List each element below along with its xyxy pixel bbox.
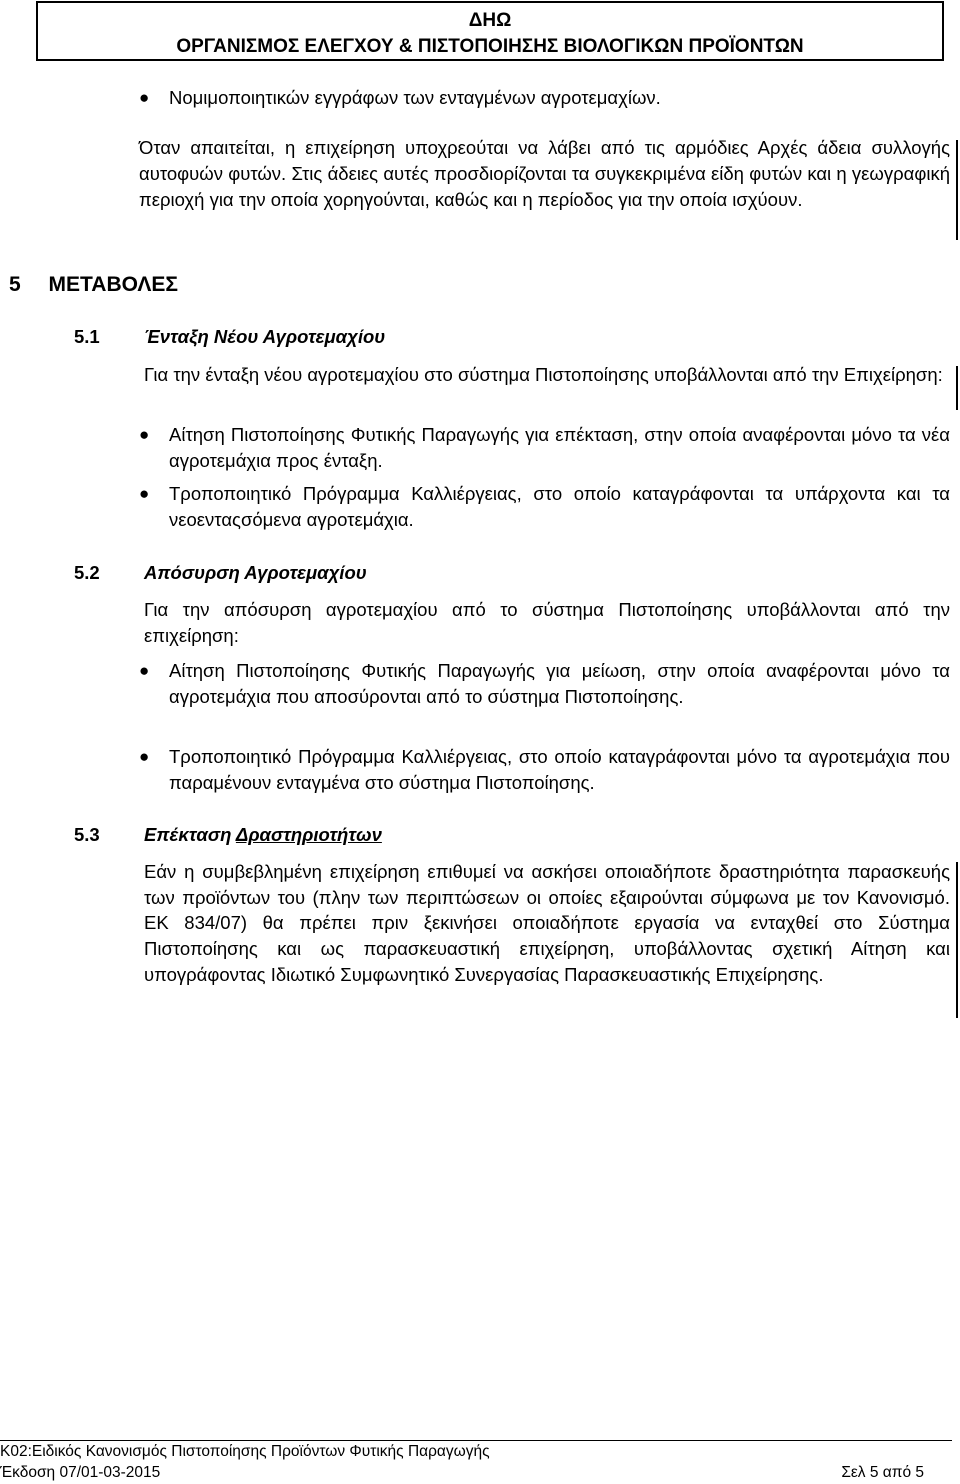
bullet-icon: ● (139, 484, 150, 503)
subsection-heading (74, 560, 100, 586)
subsection-title: Ένταξη Νέου Αγροτεμαχίου (144, 326, 386, 347)
footer-doc-title: Κ02:Ειδικός Κανονισμός Πιστοποίησης Προϊόντων Φυτικής Παραγωγής (0, 1443, 490, 1460)
footer-divider (0, 1440, 952, 1441)
subsection-number: 5.3 (74, 824, 100, 845)
subsection-heading (74, 822, 100, 848)
section-number: 5 (9, 273, 21, 296)
subsection-number: 5.1 (74, 326, 100, 347)
subsection-paragraph: Εάν η συμβεβλημένη επιχείρηση επιθυμεί να ασκήσει οποιαδήποτε δραστηριότητα παρασκευής των προϊόντων του (πλην των περιπτώσεων οι οποίες εξαιρούνται σύμφωνα με τον Κανονισμό. ΕΚ 834/07) θα πρέπει πριν ξεκινήσει οποιαδήποτε εργασία να ενταχθεί στο Σύστημα Πιστοποίησης και ως παρασκευαστική επιχείρηση, υποβάλλοντας σχετική Αίτηση και υπογράφοντας Ιδιωτικό Συμφωνητικό Συνεργασίας Παρασκευαστικής Επιχείρησης. (144, 861, 950, 985)
list-item-text: Τροποποιητικό Πρόγραμμα Καλλιέργειας, στο οποίο καταγράφονται τα υπάρχοντα και τα νεοενταςσόμενα αγροτεμάχια. (169, 483, 950, 530)
subsection-heading (74, 324, 100, 350)
intro-paragraph: Όταν απαιτείται, η επιχείρηση υποχρεούται να λάβει από τις αρμόδιες Αρχές άδεια συλλογής αυτοφυών φυτών. Στις άδειες αυτές προσδιορίζονται τα συγκεκριμένα είδη φυτών και η γεωγραφική περιοχή για την οποία χορηγούνται, καθώς και η περίοδος για την οποία ισχύουν. (139, 137, 950, 210)
header-organization: ΟΡΓΑΝΙΣΜΟΣ ΕΛΕΓΧΟΥ & ΠΙΣΤΟΠΟΙΗΣΗΣ ΒΙΟΛΟΓΙΚΩΝ ΠΡΟΪΟΝΤΩΝ (176, 36, 804, 57)
subsection-title (144, 822, 382, 848)
subsection-intro: Για την απόσυρση αγροτεμαχίου από το σύστημα Πιστοποίησης υποβάλλονται από την επιχείρηση: (144, 599, 950, 646)
section-title: ΜΕΤΑΒΟΛΕΣ (48, 273, 179, 296)
list-item-text: Νομιμοποιητικών εγγράφων των ενταγμένων αγροτεμαχίων. (169, 87, 661, 108)
footer-edition: Έκδοση 07/01-03-2015 (0, 1464, 161, 1481)
subsection-title: Απόσυρση Αγροτεμαχίου (144, 562, 367, 583)
bullet-icon: ● (139, 425, 150, 444)
revision-bar (956, 862, 958, 1018)
bullet-icon: ● (139, 88, 150, 107)
subsection-number: 5.2 (74, 562, 100, 583)
subsection-title-part: Δραστηριοτήτων (235, 824, 382, 845)
list-item-text: Αίτηση Πιστοποίησης Φυτικής Παραγωγής για μείωση, στην οποία αναφέρονται μόνο τα αγροτεμάχια που αποσύρονται από το σύστημα Πιστοποίησης. (169, 660, 950, 707)
subsection-title-part: Επέκταση (144, 824, 236, 845)
bullet-icon: ● (139, 747, 150, 766)
document-header (36, 1, 944, 61)
section-heading (9, 271, 178, 299)
list-item-text: Τροποποιητικό Πρόγραμμα Καλλιέργειας, στο οποίο καταγράφονται μόνο τα αγροτεμάχια που παραμένουν ενταγμένα στο σύστημα Πιστοποίησης. (169, 746, 950, 793)
list-item-text: Αίτηση Πιστοποίησης Φυτικής Παραγωγής για επέκταση, στην οποία αναφέρονται μόνο τα νέα αγροτεμάχια προς ένταξη. (169, 424, 950, 471)
revision-bar (956, 140, 958, 240)
header-abbreviation: ΔΗΩ (468, 10, 512, 31)
revision-bar (956, 366, 958, 410)
subsection-intro: Για την ένταξη νέου αγροτεμαχίου στο σύστημα Πιστοποίησης υποβάλλονται από την Επιχείρηση: (144, 364, 943, 385)
bullet-icon: ● (139, 661, 150, 680)
footer-page-number: Σελ 5 από 5 (841, 1464, 924, 1481)
